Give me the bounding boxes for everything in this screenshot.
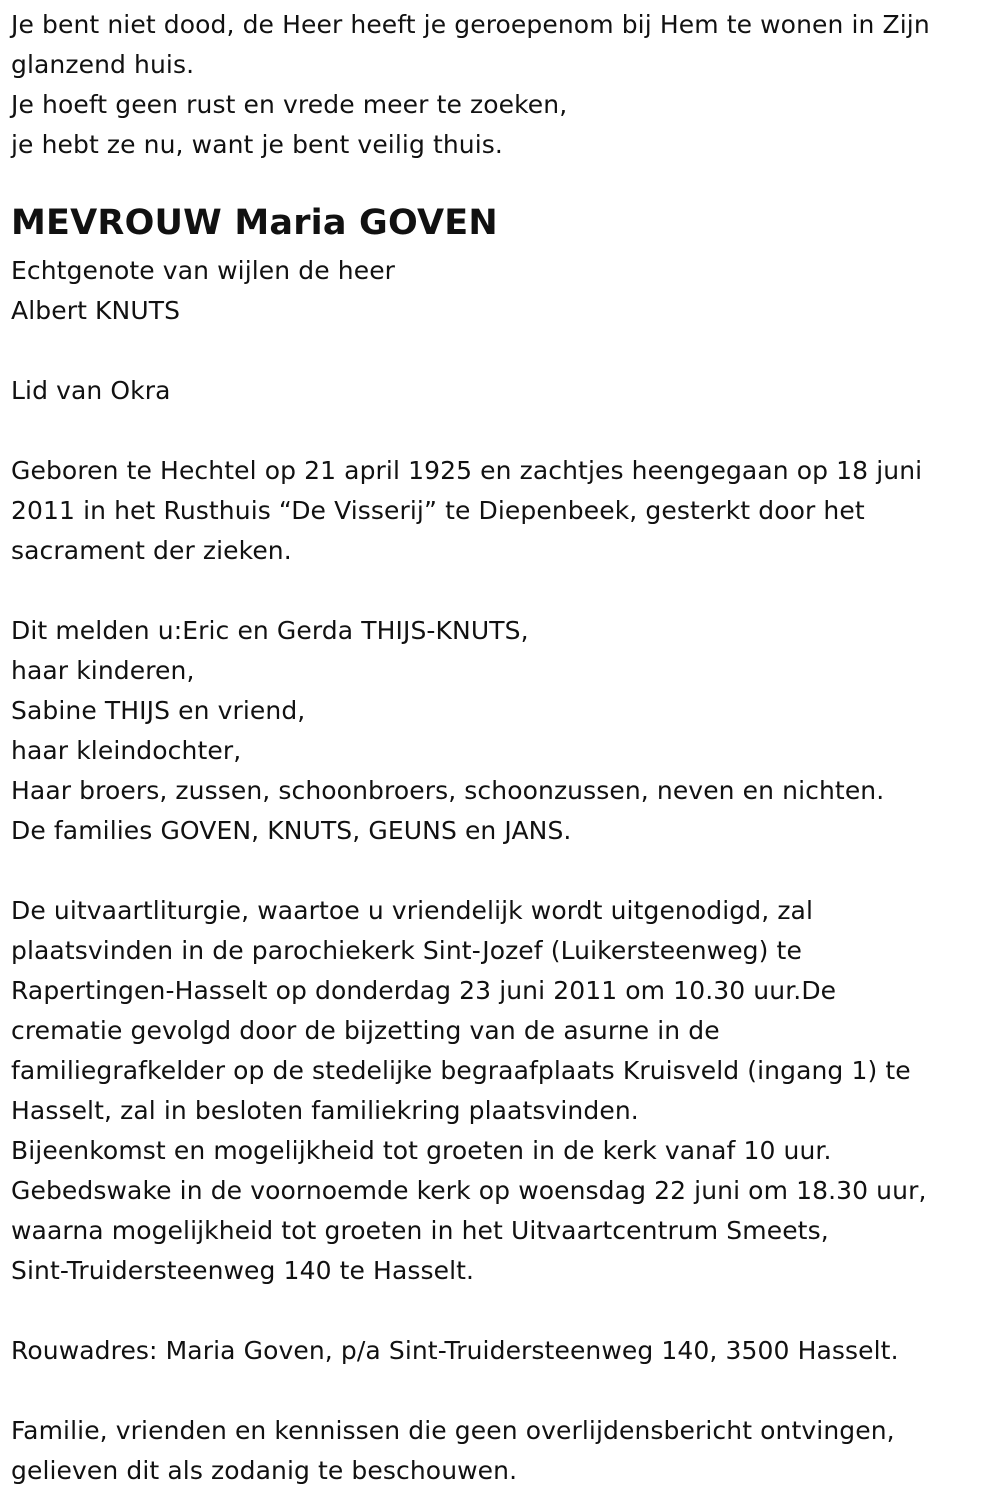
- poem-line: je hebt ze nu, want je bent veilig thuis.: [11, 130, 503, 159]
- announcers-block: [11, 611, 996, 851]
- spacer: [11, 331, 996, 371]
- spouse-block: [11, 251, 996, 331]
- funeral-line: Sint-Truidersteenweg 140 te Hasselt.: [11, 1256, 475, 1285]
- spouse-line: Echtgenote van wijlen de heer: [11, 256, 396, 285]
- spacer: [11, 411, 996, 451]
- funeral-line: Rapertingen-Hasselt op donderdag 23 juni 2011 om 10.30 uur.De: [11, 976, 837, 1005]
- spacer: [11, 165, 996, 195]
- funeral-line: familiegrafkelder op de stedelijke begraafplaats Kruisveld (ingang 1) te: [11, 1056, 911, 1085]
- funeral-line: plaatsvinden in de parochiekerk Sint-Jozef (Luikersteenweg) te: [11, 936, 802, 965]
- closing-block: [11, 1411, 996, 1491]
- funeral-line: waarna mogelijkheid tot groeten in het Uitvaartcentrum Smeets,: [11, 1216, 829, 1245]
- announcer-line: Haar broers, zussen, schoonbroers, schoonzussen, neven en nichten.: [11, 776, 885, 805]
- birth-line: sacrament der zieken.: [11, 536, 292, 565]
- birth-line: 2011 in het Rusthuis “De Visserij” te Diepenbeek, gesterkt door het: [11, 496, 865, 525]
- obituary-document: [11, 5, 996, 1491]
- funeral-line: Hasselt, zal in besloten familiekring plaatsvinden.: [11, 1096, 639, 1125]
- spacer: [11, 851, 996, 891]
- spouse-line: Albert KNUTS: [11, 296, 181, 325]
- birth-line: Geboren te Hechtel op 21 april 1925 en zachtjes heengegaan op 18 juni: [11, 456, 923, 485]
- funeral-line: Bijeenkomst en mogelijkheid tot groeten in de kerk vanaf 10 uur.: [11, 1136, 832, 1165]
- funeral-line: De uitvaartliturgie, waartoe u vriendelijk wordt uitgenodigd, zal: [11, 896, 814, 925]
- closing-line: gelieven dit als zodanig te beschouwen.: [11, 1456, 518, 1485]
- poem-line: Je bent niet dood, de Heer heeft je geroepenom bij Hem te wonen in Zijn: [11, 10, 930, 39]
- announcer-line: De families GOVEN, KNUTS, GEUNS en JANS.: [11, 816, 572, 845]
- spacer: [11, 571, 996, 611]
- announcer-line: haar kinderen,: [11, 656, 195, 685]
- membership-line: Lid van Okra: [11, 376, 171, 405]
- poem: [11, 5, 996, 165]
- funeral-block: [11, 891, 996, 1291]
- poem-line: glanzend huis.: [11, 50, 195, 79]
- funeral-line: crematie gevolgd door de bijzetting van de asurne in de: [11, 1016, 720, 1045]
- spacer: [11, 1291, 996, 1331]
- announcer-line: Sabine THIJS en vriend,: [11, 696, 306, 725]
- deceased-name-heading: MEVROUW Maria GOVEN: [11, 203, 498, 243]
- mourning-address: Rouwadres: Maria Goven, p/a Sint-Truidersteenweg 140, 3500 Hasselt.: [11, 1336, 899, 1365]
- announcer-line: Dit melden u:Eric en Gerda THIJS-KNUTS,: [11, 616, 529, 645]
- spacer: [11, 1371, 996, 1411]
- announcer-line: haar kleindochter,: [11, 736, 242, 765]
- birth-death-block: [11, 451, 996, 571]
- poem-line: Je hoeft geen rust en vrede meer te zoeken,: [11, 90, 568, 119]
- funeral-line: Gebedswake in de voornoemde kerk op woensdag 22 juni om 18.30 uur,: [11, 1176, 927, 1205]
- closing-line: Familie, vrienden en kennissen die geen overlijdensbericht ontvingen,: [11, 1416, 895, 1445]
